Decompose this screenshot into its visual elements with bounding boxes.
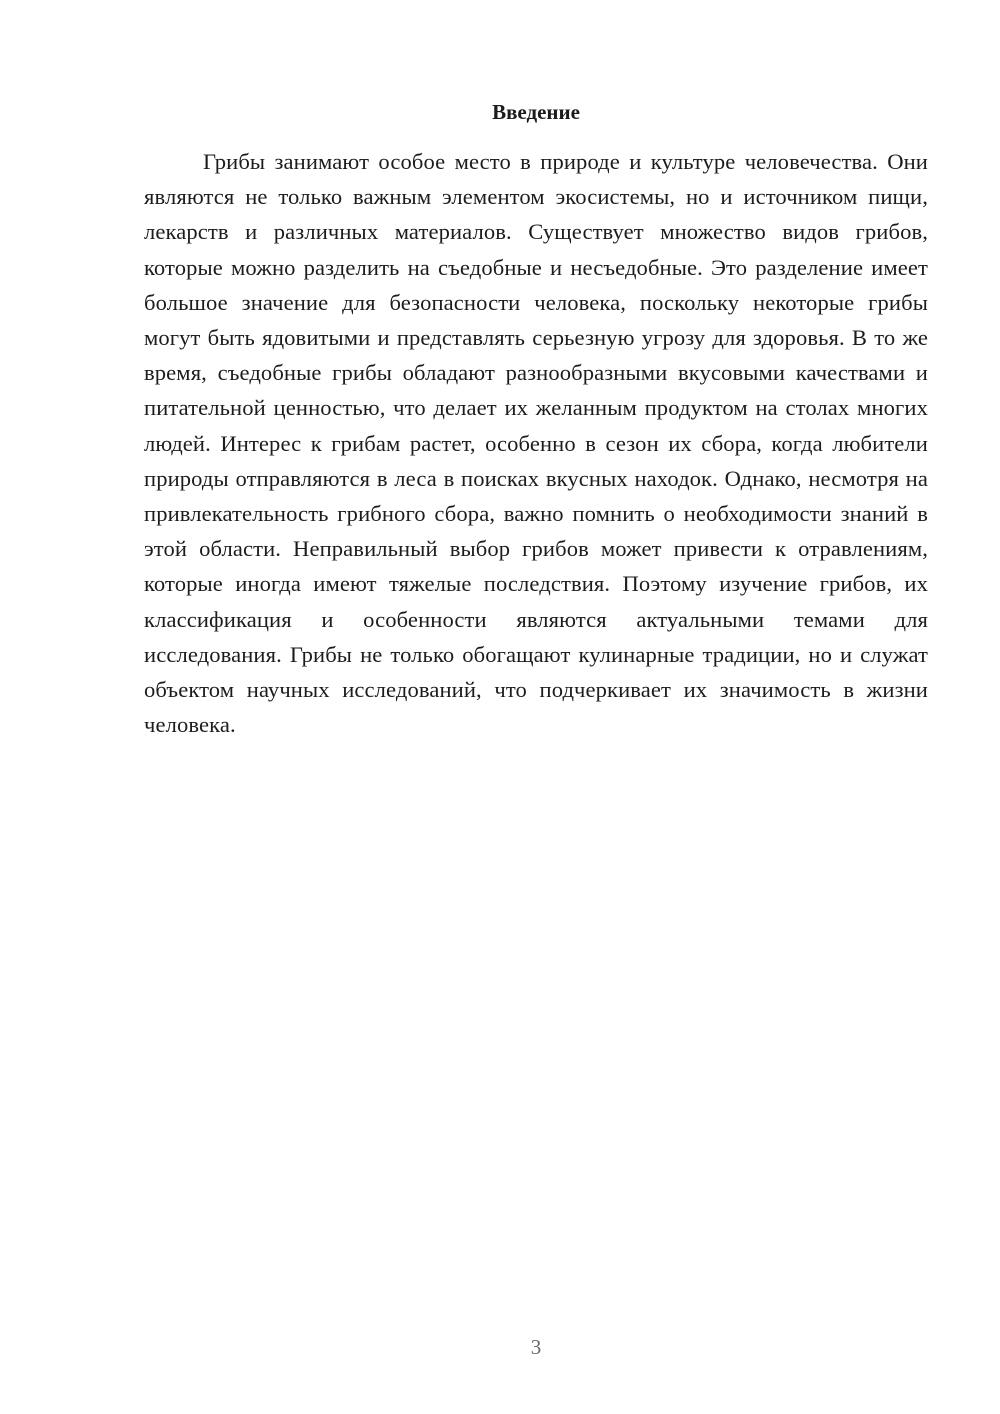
page-number: 3 [530, 1335, 542, 1359]
section-heading: Введение [492, 100, 580, 124]
intro-paragraph: Грибы занимают особое место в природе и культуре человечества. Они являются не только важным элементом экосистемы, но и источником пищи, лекарств и различных материалов. Существует множество видов грибов, которые можно разделить на съедобные и несъедобные. Это разделение имеет большое значение для безопасности человека, поскольку некоторые грибы могут быть ядовитыми и представлять серьезную угрозу для здоровья. В то же время, съедобные грибы обладают разнообразными вкусовыми качествами и питательной ценностью, что делает их желанным продуктом на столах многих людей. Интерес к грибам растет, особенно в сезон их сбора, когда любители природы отправляются в леса в поисках вкусных находок. Однако, несмотря на привлекательность грибного сбора, важно помнить о необходимости знаний в этой области. Неправильный выбор грибов может привести к отравлениям, которые иногда имеют тяжелые последствия. Поэтому изучение грибов, их классификация и особенности являются актуальными темами для исследования. Грибы не только обогащают кулинарные традиции, но и служат объектом научных исследований, что подчеркивает их значимость в жизни человека. [144, 149, 928, 738]
